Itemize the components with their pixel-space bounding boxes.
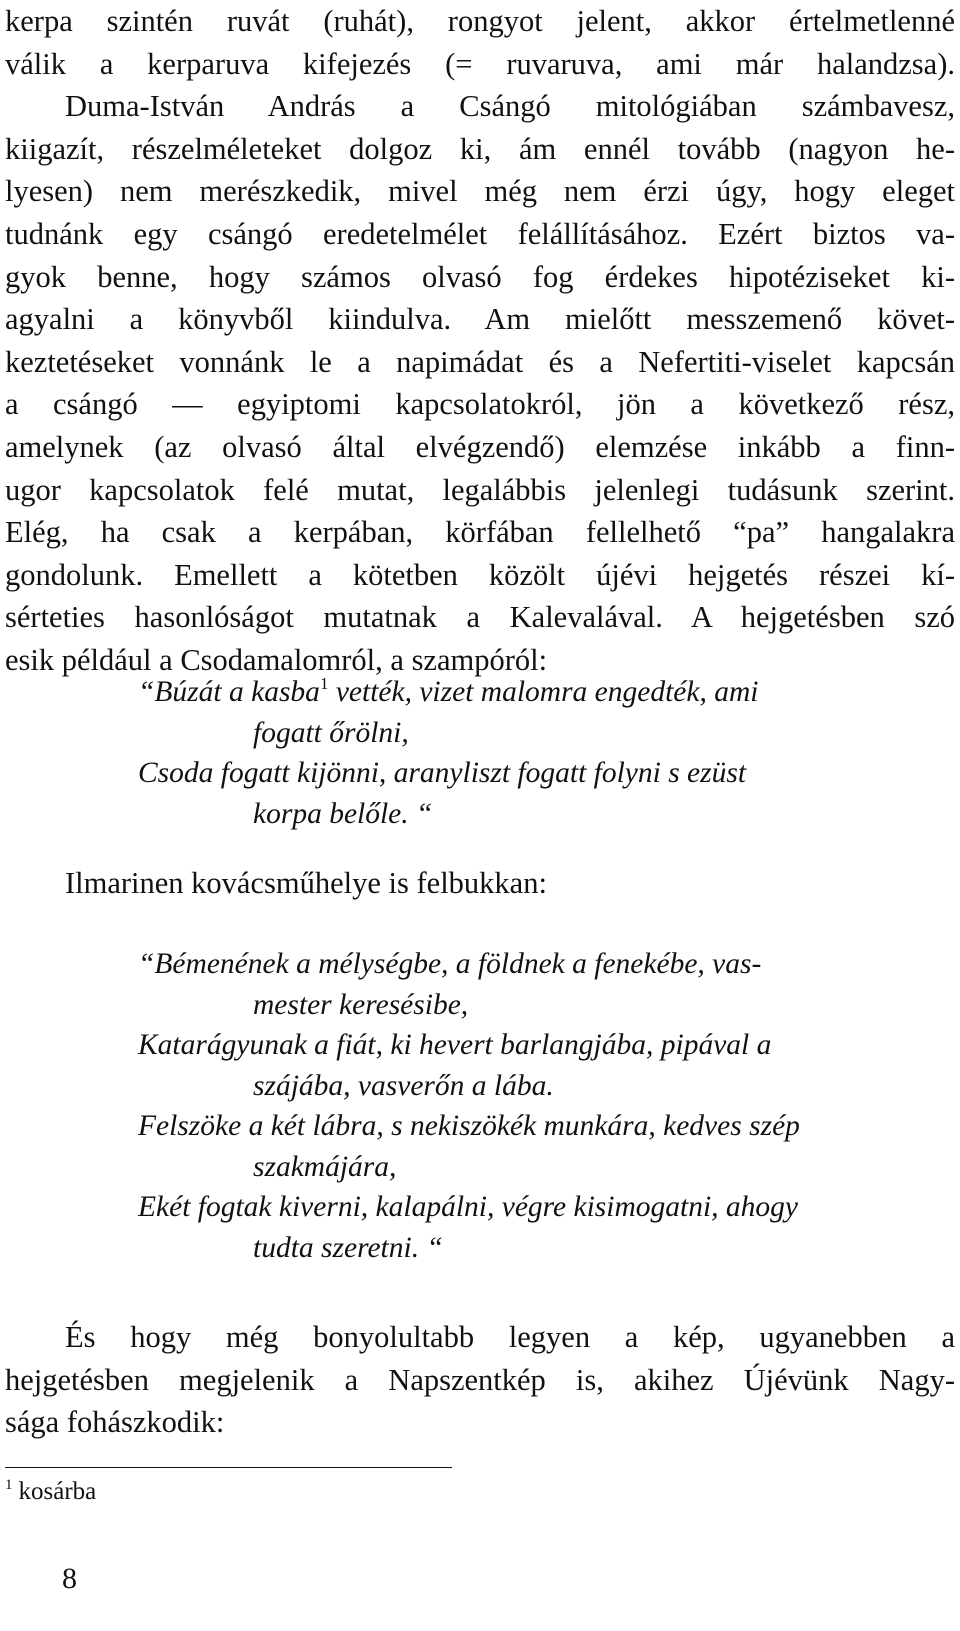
verse-line: Csoda fogatt kijönni, aranyliszt fogatt folyni s ezüst — [138, 757, 747, 789]
text-line: ugor kapcsolatok felé mutat, legalábbis jelenlegi tudásunk szerint. — [5, 472, 955, 507]
verse-quote-mill — [138, 672, 938, 834]
text-line: kiigazít, részelméleteket dolgoz ki, ám ennél tovább (nagyon he- — [5, 131, 955, 166]
text-line: Elég, ha csak a kerpában, körfában fellelhető “pa” hangalakra — [5, 515, 955, 550]
verse-line-continuation: fogatt őrölni, — [253, 716, 409, 749]
verse-line: Ekét fogtak kiverni, kalapálni, végre kisimogatni, ahogy — [138, 1191, 799, 1223]
verse-line-continuation: szájába, vasverőn a lába. — [253, 1069, 554, 1102]
text-line: a csángó — egyiptomi kapcsolatokról, jön a következő rész, — [5, 387, 955, 422]
text-line: gondolunk. Emellett a kötetben közölt újévi hejgetés részei kí- — [5, 557, 955, 592]
verse-line: Katarágyunak a fiát, ki hevert barlangjába, pipával a — [138, 1029, 772, 1061]
text-line: lyesen) nem merészkedik, mivel még nem érzi úgy, hogy eleget — [5, 174, 955, 209]
paragraph-bottom — [5, 1316, 955, 1444]
footnote-text: kosárba — [18, 1478, 97, 1505]
text-line: tudnánk egy csángó eredetelmélet felállításához. Ezért biztos va- — [5, 216, 955, 251]
verse-quote-forge — [138, 944, 938, 1268]
verse-line-continuation: tudta szeretni. “ — [253, 1231, 443, 1264]
footnote — [5, 1476, 96, 1508]
verse-line-continuation: korpa belőle. “ — [253, 797, 433, 830]
text-line: hejgetésben megjelenik a Napszentkép is, akihez Újévünk Nagy- — [5, 1362, 955, 1397]
text-line: agyalni a könyvből kiindulva. Am mielőtt messzemenő követ- — [5, 302, 955, 337]
text-line: kerpa szintén ruvát (ruhát), rongyot jelent, akkor értelmetlenné — [5, 4, 955, 38]
footnote-divider — [5, 1467, 452, 1468]
verse-line-continuation: mester keresésibe, — [253, 988, 469, 1021]
verse-line: Felszöke a két lábra, s nekiszökék munkára, kedves szép — [138, 1110, 800, 1142]
text-line: keztetéseket vonnánk le a napimádat és a Nefertiti-viselet kapcsán — [5, 344, 955, 379]
text-line: És hogy még bonyolultabb legyen a kép, ugyanebben a — [65, 1320, 955, 1354]
text-line: amelynek (az olvasó által elvégzendő) elemzése inkább a finn- — [5, 429, 955, 464]
verse-line-continuation: szakmájára, — [253, 1150, 397, 1183]
text-line: válik a kerparuva kifejezés (= ruvaruva, ami már halandzsa). — [5, 46, 955, 81]
verse-line: “Búzát a kasba$^1$ vették, vizet malomra engedték, ami — [138, 674, 759, 708]
intro-ilmarinen: Ilmarinen kovácsműhelye is felbukkan: — [65, 866, 547, 900]
text-line: gyok benne, hogy számos olvasó fog érdekes hipotéziseket ki- — [5, 259, 955, 294]
text-line: Duma-István András a Csángó mitológiában számbavesz, — [65, 89, 955, 124]
page-number: 8 — [62, 1562, 77, 1595]
paragraph-top — [5, 0, 955, 682]
text-line: sérteties hasonlóságot mutatnak a Kalevalával. A hejgetésben szó — [5, 600, 955, 635]
verse-line: “Bémenének a mélységbe, a földnek a fenekébe, vas- — [138, 948, 762, 980]
footnote-ref[interactable]: 1 — [319, 674, 329, 693]
footnote-marker: 1 — [5, 1477, 13, 1493]
text-line: sága fohászkodik: — [5, 1405, 225, 1440]
text-line: esik például a Csodamalomról, a szampóról: — [5, 642, 548, 677]
